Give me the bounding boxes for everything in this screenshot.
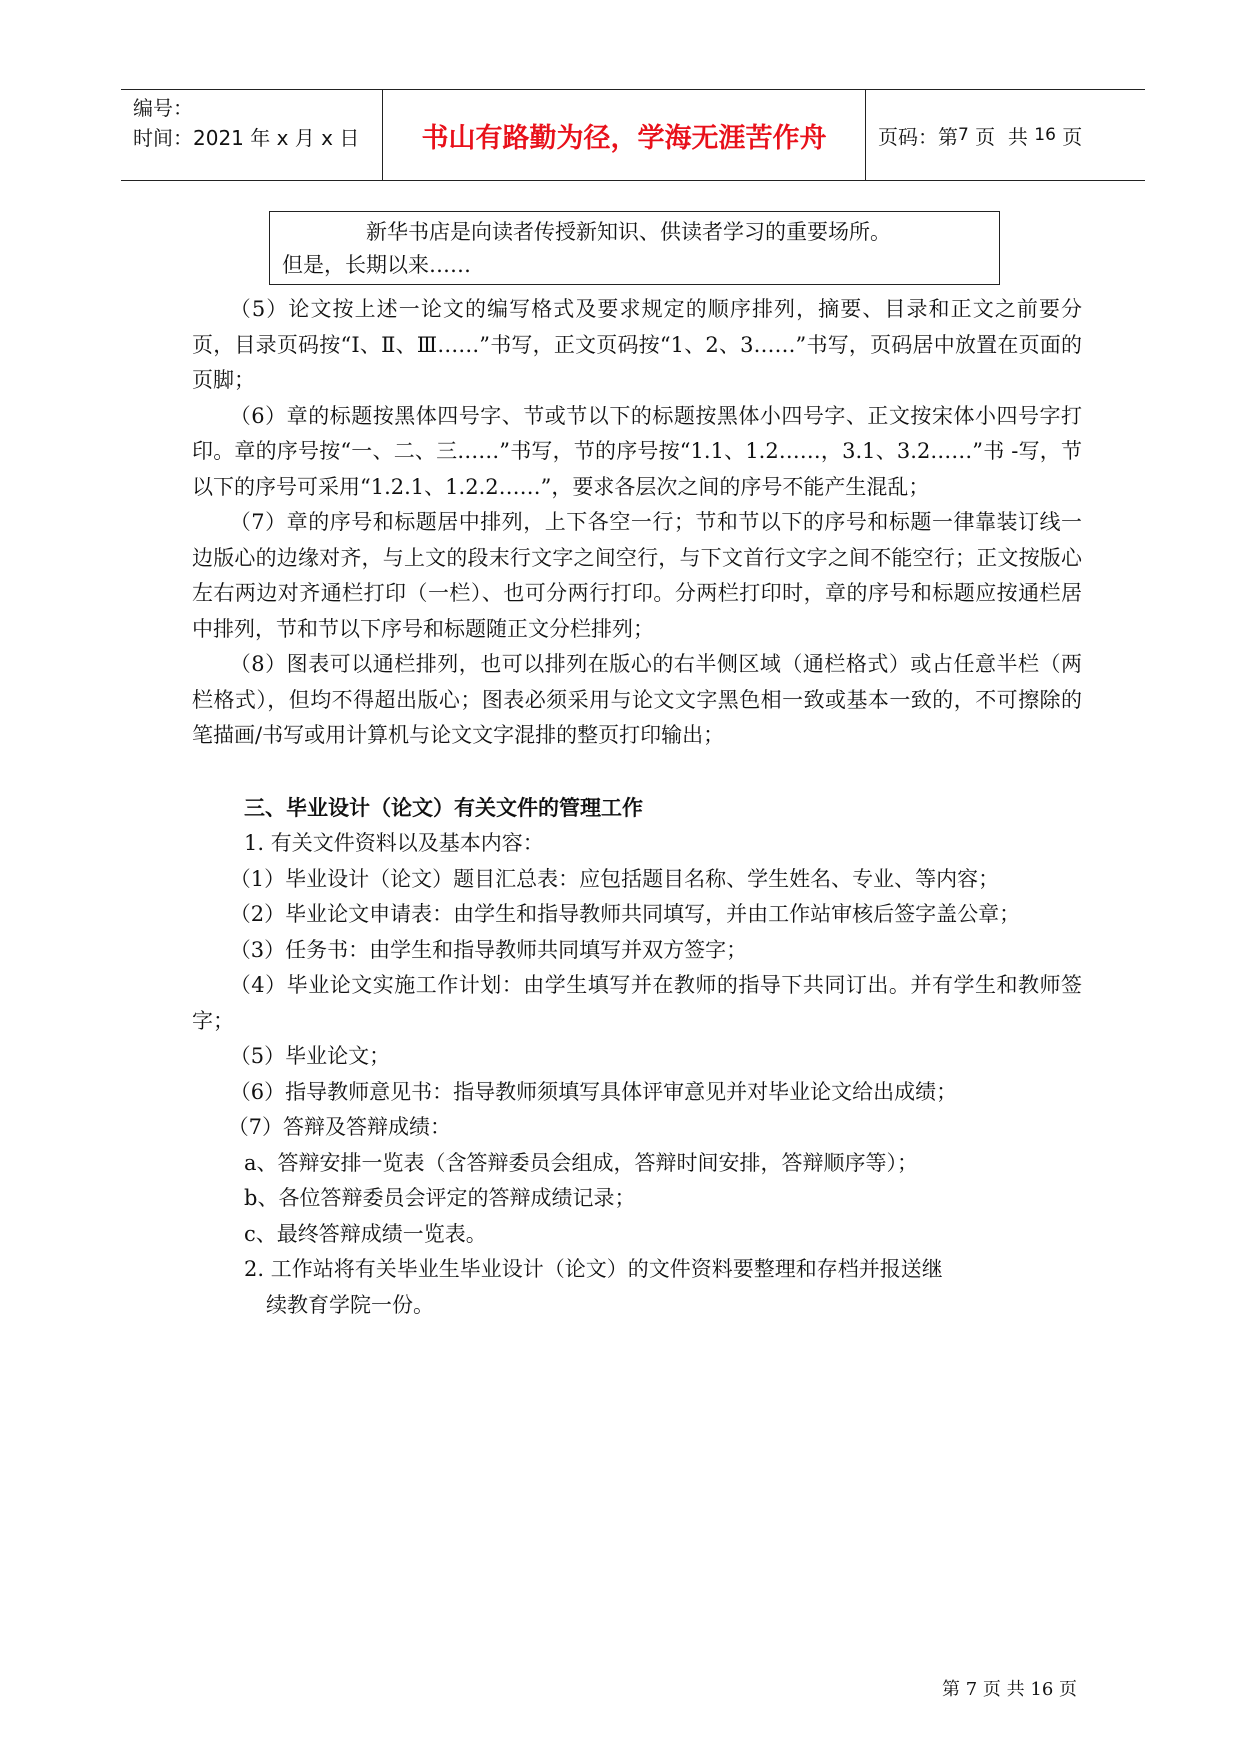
list-item-2	[192, 1252, 1082, 1323]
page-footer: 第 7 页 共 16 页	[942, 1679, 1077, 1700]
document-body	[192, 292, 1082, 1323]
page-end: 页	[1055, 124, 1083, 149]
paragraph-8: （8）图表可以通栏排列，也可以排列在版心的右半侧区域（通栏格式）或占任意半栏（两栏格式），但均不得超出版心；图表必须采用与论文文字黑色相一致或基本一致的，不可擦除的笔描画/书写或用计算机与论文文字混排的整页打印输出；	[192, 652, 1082, 747]
page-mid: 页 共	[968, 124, 1035, 149]
sub-item-6: （6）指导教师意见书：指导教师须填写具体评审意见并对毕业论文给出成绩；	[229, 1079, 958, 1104]
section-title: 三、毕业设计（论文）有关文件的管理工作	[244, 795, 643, 820]
sub-item-3: （3）任务书：由学生和指导教师共同填写并双方签字；	[229, 937, 748, 962]
sub-item-5: （5）毕业论文；	[229, 1044, 391, 1068]
list-item-2-line-1: 2. 工作站将有关毕业生毕业设计（论文）的文件资料要整理和存档并报送继	[244, 1257, 943, 1281]
page-number: 7	[958, 125, 969, 145]
header-page-indicator	[866, 90, 1145, 180]
boxed-excerpt	[269, 211, 1000, 285]
time-label: 时间：	[133, 126, 193, 150]
document-number-label: 编号：	[133, 96, 193, 120]
sub-item-1: （1）毕业设计（论文）题目汇总表：应包括题目名称、学生姓名、专业、等内容；	[229, 866, 1000, 891]
page-total: 16	[1034, 125, 1056, 145]
header-meta	[121, 90, 382, 180]
sub-item-4: （4）毕业论文实施工作计划：由学生填写并在教师的指导下共同订出。并有学生和教师签字；	[192, 973, 1082, 1033]
blank-line	[192, 754, 1082, 791]
page-label: 页码：第	[878, 124, 958, 149]
excerpt-line-2: 但是，长期以来……	[282, 253, 471, 277]
sub-item-b: b、各位答辩委员会评定的答辩成绩记录；	[244, 1186, 636, 1210]
sub-item-c: c、最终答辩成绩一览表。	[244, 1221, 487, 1246]
page-header	[121, 89, 1145, 181]
sub-item-a: a、答辩安排一览表（含答辩委员会组成，答辩时间安排，答辩顺序等）；	[244, 1150, 919, 1175]
excerpt-line-1: 新华书店是向读者传授新知识、供读者学习的重要场所。	[366, 220, 891, 244]
paragraph-5: （5）论文按上述一论文的编写格式及要求规定的顺序排列，摘要、目录和正文之前要分页，目录页码按“Ⅰ、Ⅱ、Ⅲ……”书写，正文页码按“1、2、3……”书写，页码居中放置在页面的页脚；	[192, 297, 1082, 392]
document-time	[133, 123, 382, 153]
paragraph-6: （6）章的标题按黑体四号字、节或节以下的标题按黑体小四号字、正文按宋体小四号字打印。章的序号按“一、二、三……”书写，节的序号按“1.1、1.2……，3.1、3.2……”书 -写，节以下的序号可采用“1.2.1、1.2.2……”，要求各层次之间的序号不能产生混乱；	[192, 403, 1082, 499]
list-item-2-line-2: 续教育学院一份。	[266, 1292, 434, 1317]
sub-item-7: （7）答辩及答辩成绩：	[227, 1115, 452, 1139]
sub-item-2: （2）毕业论文申请表：由学生和指导教师共同填写，并由工作站审核后签字盖公章；	[229, 902, 1021, 926]
time-value: 2021 年 x 月 x 日	[193, 126, 360, 150]
list-item-1: 1. 有关文件资料以及基本内容：	[244, 831, 544, 855]
header-slogan: 书山有路勤为径，学海无涯苦作舟	[382, 90, 866, 180]
paragraph-7: （7）章的序号和标题居中排列，上下各空一行；节和节以下的序号和标题一律靠装订线一边版心的边缘对齐，与上文的段末行文字之间空行，与下文首行文字之间不能空行；正文按版心左右两边对齐通栏打印（一栏）、也可分两行打印。分两栏打印时，章的序号和标题应按通栏居中排列，节和节以下序号和标题随正文分栏排列；	[192, 510, 1082, 641]
